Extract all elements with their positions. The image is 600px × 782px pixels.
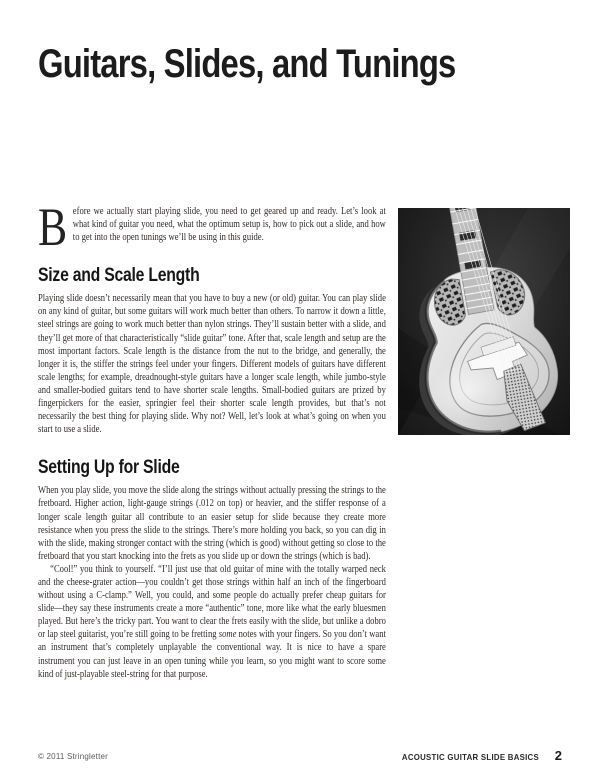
section-heading-size-and-scale-length: Size and Scale Length bbox=[38, 264, 200, 287]
resonator-guitar-photo bbox=[398, 208, 570, 435]
text-column bbox=[38, 197, 386, 681]
section-heading-setting-up-for-slide: Setting Up for Slide bbox=[38, 456, 180, 479]
footer-book-title: ACOUSTIC GUITAR SLIDE BASICS bbox=[401, 752, 539, 762]
setting-up-paragraph-2-text: “Cool!” you think to yourself. “I’ll just use that old guitar of mine with the totally warped neck and the cheese-grater action—you couldn’t get those strings within half an inch of the fingerboard without using a C-clamp.” Well, you could, and some people do actually prefer cheap guitars for slide—they say these instruments create a more “authentic” tone, more like what the early bluesmen played. But here’s the tricky part. You want to clear the frets easily with the slide, but unlike a dobro or lap steel guitarist, you’re still going to be fretting bbox=[38, 563, 386, 641]
footer-page-number: 2 bbox=[554, 748, 562, 763]
setting-up-paragraph-1: When you play slide, you move the slide along the strings without actually pressing the strings to the fretboard. Higher action, light-gauge strings (.012 on top) or heavier, and the stiffer response of a longer scale length guitar all contribute to an easier setup for slide because they create more resistance when you press the slide to the strings. There’s more holding you back, so you can dig in with the slide, making stronger contact with the string (which is good) without getting so close to the fretboard that you start knocking into the frets as you slide up or down the strings (which is bad). bbox=[38, 485, 386, 562]
page-title: Guitars, Slides, and Tunings bbox=[38, 42, 456, 86]
setting-up-paragraph-2 bbox=[38, 563, 386, 681]
page-footer bbox=[38, 748, 562, 766]
resonator-guitar-illustration bbox=[398, 208, 570, 435]
size-scale-paragraph: Playing slide doesn’t necessarily mean that you have to buy a new (or old) guitar. You can play slide on any kind of guitar, but some guitars will work much better than others. To narrow it down a little, steel strings are going to work much better than nylon strings. They’ll sustain better with a slide, and they’ll get more of that characteristically “slide guitar” tone. After that, scale length and setup are the most important factors. Scale length is the distance from the nut to the bridge, and generally, the longer it is, the stiffer the strings feel under your fingers. Different models of guitars have different scale lengths; for example, dreadnought-style guitars have a longer scale length, while jumbo-style and smaller-bodied guitars tend to have shorter scale lengths. Small-bodied guitars are prized by fingerpickers for the easier, springier feel their shorter scale length provides, but that’s not necessarily the best thing for playing slide. Why not? Well, let’s look at what’s going on when you start to use a slide. bbox=[38, 293, 386, 436]
intro-text: efore we actually start playing slide, you need to get geared up and ready. Let’s look at what kind of guitar you need, what the optimum setup is, how to pick out a slide, and how to get into the open tunings we’ll be using in this guide. bbox=[72, 206, 386, 244]
intro-paragraph bbox=[38, 197, 386, 257]
setting-up-paragraph-2-tail: notes with your fingers. So you don’t want an instrument that’s completely unplayable the conventional way. It is nice to have a spare instrument you can just leave in an open tuning while you learn, so you might want to score some kind of just-playable steel-string for that purpose. bbox=[38, 629, 386, 680]
footer-running-head bbox=[390, 748, 562, 763]
drop-cap: B bbox=[38, 197, 68, 257]
italic-word: some bbox=[218, 629, 237, 641]
footer-copyright: © 2011 Stringletter bbox=[38, 752, 109, 761]
